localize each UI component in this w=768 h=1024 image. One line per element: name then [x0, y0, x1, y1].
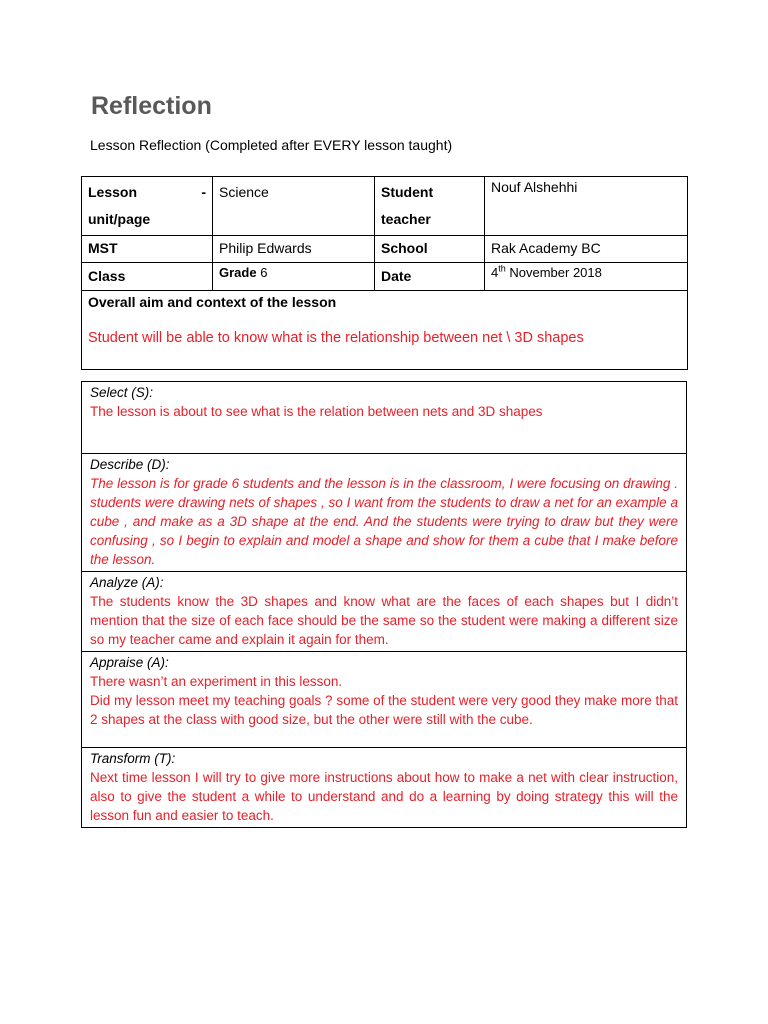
appraise-cell [82, 652, 687, 748]
class-label: Class [82, 263, 213, 291]
describe-row [82, 454, 687, 572]
appraise-text: Did my lesson meet my teaching goals ? some of the student were very good they make more that 2 shapes at the class with good size, but the other were still with the cube. [90, 693, 678, 727]
class-value-bold: Grade [219, 265, 257, 280]
page-title: Reflection [91, 92, 212, 120]
analyze-row [82, 572, 687, 652]
page-subtitle: Lesson Reflection (Completed after EVERY lesson taught) [90, 137, 453, 153]
class-value-number: 6 [260, 265, 268, 280]
date-rest: November 2018 [509, 265, 602, 280]
aim-text: Student will be able to know what is the relationship between net \ 3D shapes [88, 330, 584, 346]
table-row [82, 263, 688, 291]
date-label: Date [375, 263, 485, 291]
table-row [82, 291, 688, 370]
lesson-info-table [81, 176, 688, 370]
table-row [82, 177, 688, 236]
reflection-table [81, 381, 687, 828]
student-teacher-label: Student [381, 184, 434, 200]
appraise-line1: There wasn’t an experiment in this lesson. [90, 674, 343, 689]
transform-heading: Transform (T): [90, 751, 176, 766]
aim-title: Overall aim and context of the lesson [88, 294, 337, 310]
school-value: Rak Academy BC [485, 236, 688, 263]
lesson-label: Lesson [88, 184, 138, 200]
describe-heading: Describe (D): [90, 457, 170, 472]
school-label: School [375, 236, 485, 263]
transform-text: Next time lesson I will try to give more instructions about how to make a net with clear instruction, also to give the student a while to understand and do a learning by doing strategy this will the lesson fun and easier to teach. [90, 770, 678, 823]
date-value [485, 263, 688, 291]
analyze-text: The students know the 3D shapes and know what are the faces of each shapes but I didn’t mention that the size of each face should be the same so the student were making a different size so my teacher came and explain it again for them. [90, 594, 678, 647]
mst-label: MST [82, 236, 213, 263]
student-teacher-label-2: teacher [381, 211, 431, 227]
describe-text: The lesson is for grade 6 students and the lesson is in the classroom, I were focusing on drawing . students were drawing nets of shapes , so I want from the students to draw a net for an example a cube , and make as a 3D shape at the end. And the students were trying to draw but they were confusing , so I begin to explain and model a shape and show for them a cube that I make before the lesson. [90, 476, 678, 567]
select-row [82, 382, 687, 454]
date-day: 4 [491, 265, 499, 280]
analyze-heading: Analyze (A): [90, 575, 164, 590]
lesson-dash: - [201, 184, 206, 200]
student-teacher-label-cell [375, 177, 485, 236]
appraise-row [82, 652, 687, 748]
describe-cell [82, 454, 687, 572]
class-value [213, 263, 375, 291]
select-text: The lesson is about to see what is the relation between nets and 3D shapes [90, 404, 543, 419]
aim-cell [82, 291, 688, 370]
lesson-label-unit: unit/page [88, 211, 151, 227]
analyze-cell [82, 572, 687, 652]
select-heading: Select (S): [90, 385, 154, 400]
lesson-value: Science [213, 177, 375, 236]
transform-row [82, 748, 687, 828]
lesson-label-cell [82, 177, 213, 236]
mst-value: Philip Edwards [213, 236, 375, 263]
date-suffix: th [498, 263, 506, 274]
table-row [82, 236, 688, 263]
student-teacher-value: Nouf Alshehhi [485, 177, 688, 236]
transform-cell [82, 748, 687, 828]
appraise-heading: Appraise (A): [90, 655, 169, 670]
select-cell [82, 382, 687, 454]
